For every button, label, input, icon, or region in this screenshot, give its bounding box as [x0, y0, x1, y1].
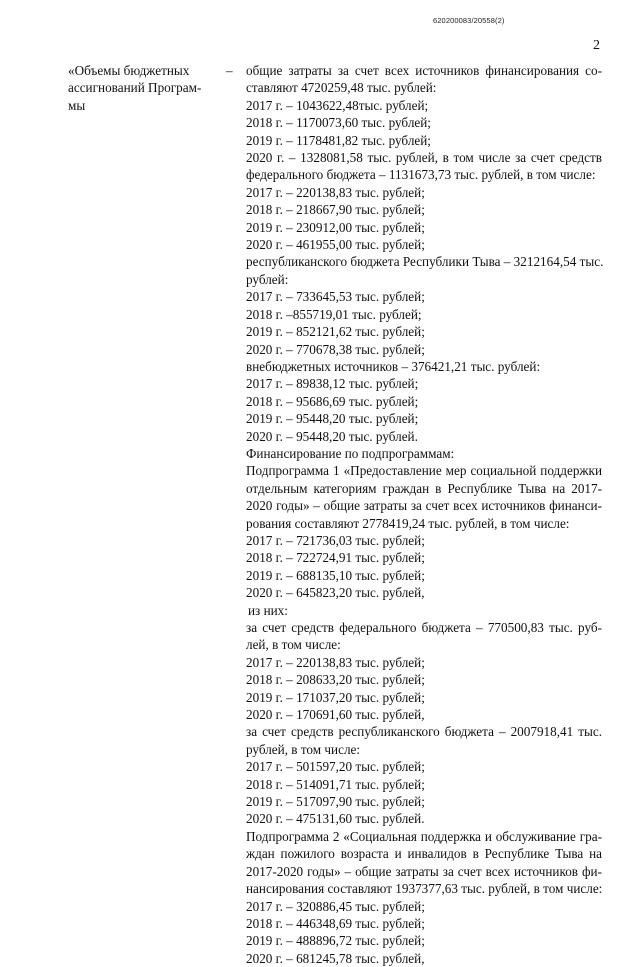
text-line: за счет средств республиканского бюджета – 2007918,41 тыс.: [246, 724, 602, 740]
text-line: 2017 г. – 733645,53 тыс. рублей;: [246, 289, 425, 305]
text-line: за счет средств федерального бюджета – 770500,83 тыс. руб-: [246, 620, 602, 635]
text-line: 2017 г. – 89838,12 тыс. рублей;: [246, 376, 419, 392]
text-line: рования составляют 2778419,24 тыс. рублей, в том числе:: [246, 515, 570, 531]
page-number: 2: [593, 38, 600, 53]
text-line: внебюджетных источников – 376421,21 тыс. рублей:: [246, 358, 541, 374]
text-line: 2020 г. – 475131,60 тыс. рублей.: [246, 811, 425, 827]
text-line: Подпрограмма 2 «Социальная поддержка и обслуживание гра-: [246, 828, 602, 844]
text-line: рублей:: [246, 271, 289, 287]
text-line: отдельным категориям граждан в Республике Тыва на 2017-: [246, 480, 602, 496]
text-line: 2017 г. – 220138,83 тыс. рублей;: [246, 654, 425, 670]
text-line: 2019 г. – 517097,90 тыс. рублей;: [246, 794, 425, 810]
text-line: республиканского бюджета Республики Тыва – 3212164,54 тыс.: [246, 254, 604, 270]
text-line: Подпрограмма 1 «Предоставление мер социальной поддержки: [246, 463, 602, 479]
text-line: 2018 г. –855719,01 тыс. рублей;: [246, 306, 422, 322]
text-line: 2019 г. – 171037,20 тыс. рублей;: [246, 689, 425, 705]
text-line: из них:: [248, 602, 288, 618]
text-line: 2018 г. – 208633,20 тыс. рублей;: [246, 672, 425, 688]
text-line: 2018 г. – 514091,71 тыс. рублей;: [246, 776, 425, 792]
text-line: 2018 г. – 95686,69 тыс. рублей;: [246, 393, 419, 409]
text-line: 2020 г. – 645823,20 тыс. рублей,: [246, 585, 425, 601]
text-line: 2020 г. – 170691,60 тыс. рублей,: [246, 707, 425, 723]
text-line: 2020 г. – 681245,78 тыс. рублей,: [246, 950, 425, 966]
text-line: 2020 г. – 1328081,58 тыс. рублей, в том числе за счет средств: [246, 150, 602, 166]
text-line: 2020 г. – 770678,38 тыс. рублей;: [246, 341, 425, 357]
text-line: Финансирование по подпрограммам:: [246, 445, 455, 461]
text-line: 2019 г. – 230912,00 тыс. рублей;: [246, 219, 425, 235]
text-line: 2017 г. – 220138,83 тыс. рублей;: [246, 184, 425, 200]
text-line: 2020 г. – 461955,00 тыс. рублей;: [246, 237, 425, 253]
text-line: 2020 годы» – общие затраты за счет всех источников финанси-: [246, 498, 602, 514]
document-code: 620200083/20558(2): [433, 16, 505, 25]
text-line: 2017 г. – 721736,03 тыс. рублей;: [246, 532, 425, 548]
text-line: 2019 г. – 95448,20 тыс. рублей;: [246, 411, 419, 427]
text-line: 2017 г. – 1043622,48тыс. рублей;: [246, 97, 429, 113]
text-line: рублей, в том числе:: [246, 741, 361, 757]
text-line: 2018 г. – 446348,69 тыс. рублей;: [246, 915, 425, 931]
text-line: ставляют 4720259,48 тыс. рублей:: [246, 80, 437, 96]
text-line: 2017 г. – 320886,45 тыс. рублей;: [246, 898, 425, 914]
text-line: 2019 г. – 488896,72 тыс. рублей;: [246, 933, 425, 949]
text-line: 2019 г. – 688135,10 тыс. рублей;: [246, 567, 425, 583]
section-label: «Объемы бюджетных ассигнований Програм-мы: [68, 63, 202, 113]
separator-dash: –: [226, 63, 233, 78]
text-line: общие затраты за счет всех источников финансирования со-: [246, 63, 602, 78]
text-line: 2018 г. – 1170073,60 тыс. рублей;: [246, 115, 431, 131]
text-line: лей, в том числе:: [246, 637, 341, 653]
text-line: 2019 г. – 1178481,82 тыс. рублей;: [246, 132, 431, 148]
text-line: ждан пожилого возраста и инвалидов в Республике Тыва на: [246, 846, 602, 862]
text-line: 2017-2020 годы» – общие затраты за счет всех источников фи-: [246, 863, 602, 879]
text-line: 2018 г. – 722724,91 тыс. рублей;: [246, 550, 425, 566]
text-line: федерального бюджета – 1131673,73 тыс. рублей, в том числе:: [246, 167, 596, 183]
text-line: 2019 г. – 852121,62 тыс. рублей;: [246, 324, 425, 340]
text-line: 2017 г. – 501597,20 тыс. рублей;: [246, 759, 425, 775]
text-line: 2018 г. – 218667,90 тыс. рублей;: [246, 202, 425, 218]
budget-text-block: [246, 62, 602, 967]
text-line: нансирования составляют 1937377,63 тыс. рублей, в том числе:: [246, 881, 603, 897]
text-line: 2020 г. – 95448,20 тыс. рублей.: [246, 428, 418, 444]
